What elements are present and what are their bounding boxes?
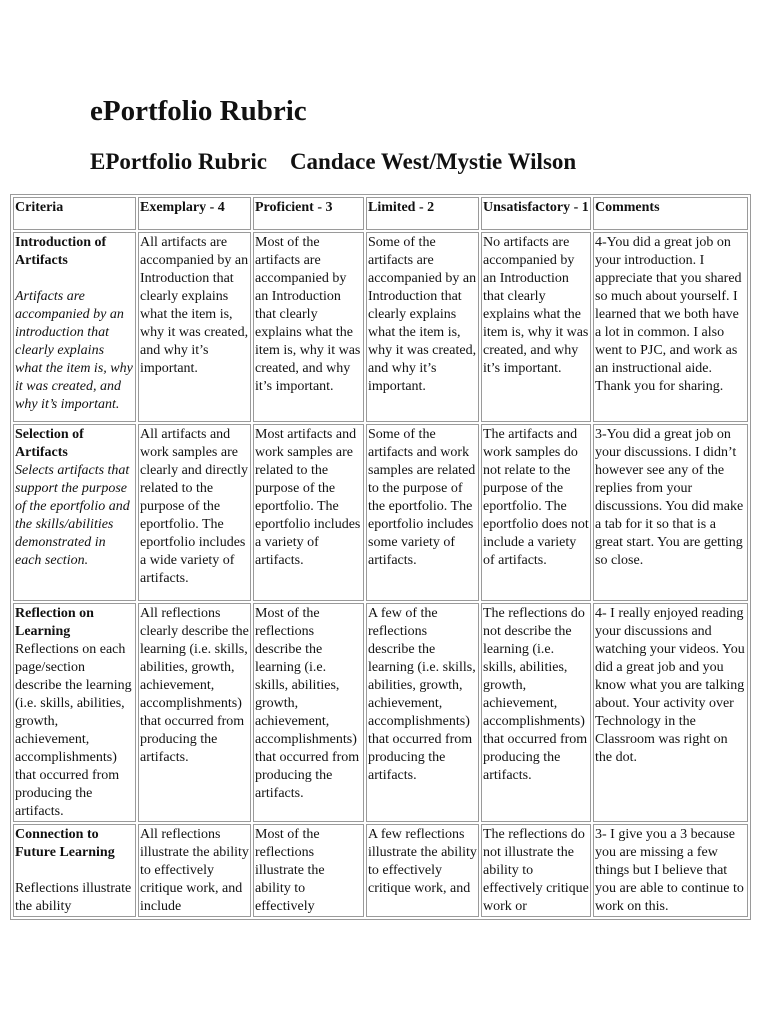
table-row	[13, 232, 748, 422]
comment-cell: 4-You did a great job on your introduction. I appreciate that you shared so much about yourself. I learned that we both have a lot in common. I also went to PJC, and work as an instructional aide. Thank you for sharing.	[593, 232, 748, 422]
header-cell: Exemplary - 4	[138, 197, 251, 230]
comment-cell: 3- I give you a 3 because you are missing a few things but I believe that you are able to continue to work on this.	[593, 824, 748, 917]
rubric-cell: Most artifacts and work samples are related to the purpose of the eportfolio. The eportfolio includes a variety of artifacts.	[253, 424, 364, 601]
table-header-row	[13, 197, 748, 230]
table-row	[13, 424, 748, 601]
header-cell: Limited - 2	[366, 197, 479, 230]
rubric-cell: The reflections do not describe the learning (i.e. skills, abilities, growth, achievement, accomplishments) that occurred from producing the artifacts.	[481, 603, 591, 822]
rubric-cell: Most of the artifacts are accompanied by an Introduction that clearly explains what the item is, why it was created, and why it’s important.	[253, 232, 364, 422]
criteria-title: Introduction of Artifacts	[15, 235, 107, 268]
criteria-cell	[13, 603, 136, 822]
criteria-description: Artifacts are accompanied by an introduction that clearly explains what the item is, why it was created, and why it’s important.	[15, 289, 133, 412]
rubric-cell: Most of the reflections illustrate the ability to effectively	[253, 824, 364, 917]
page-title: ePortfolio Rubric	[90, 95, 307, 127]
rubric-cell: Most of the reflections describe the learning (i.e. skills, abilities, growth, achievement, accomplishments) that occurred from producing the artifacts.	[253, 603, 364, 822]
header-cell: Criteria	[13, 197, 136, 230]
rubric-cell: The reflections do not illustrate the ability to effectively critique work or	[481, 824, 591, 917]
rubric-cell: The artifacts and work samples do not relate to the purpose of the eportfolio. The eportfolio does not include a variety of artifacts.	[481, 424, 591, 601]
table-row	[13, 603, 748, 822]
criteria-cell	[13, 824, 136, 917]
header-cell: Comments	[593, 197, 748, 230]
criteria-cell	[13, 232, 136, 422]
criteria-description: Reflections on each page/section describe the learning (i.e. skills, abilities, growth, achievement, accomplishments) that occurred from producing the artifacts.	[15, 642, 132, 819]
rubric-cell: No artifacts are accompanied by an Introduction that clearly explains what the item is, why it was created, and why it’s important.	[481, 232, 591, 422]
table-row	[13, 824, 748, 917]
rubric-cell: All reflections clearly describe the learning (i.e. skills, abilities, growth, achievement, accomplishments) that occurred from producing the artifacts.	[138, 603, 251, 822]
comment-cell: 4- I really enjoyed reading your discussions and watching your videos. You did a great job and you know what you are talking about. Your activity over Technology in the Classroom was right on the dot.	[593, 603, 748, 822]
criteria-description: Reflections illustrate the ability	[15, 881, 132, 914]
header-cell: Unsatisfactory - 1	[481, 197, 591, 230]
rubric-table	[10, 194, 751, 920]
rubric-cell: A few reflections illustrate the ability to effectively critique work, and	[366, 824, 479, 917]
rubric-cell: All artifacts are accompanied by an Introduction that clearly explains what the item is, why it was created, and why it’s important.	[138, 232, 251, 422]
header-cell: Proficient - 3	[253, 197, 364, 230]
criteria-description: Selects artifacts that support the purpose of the eportfolio and the skills/abilities demonstrated in each section.	[15, 463, 130, 568]
rubric-cell: All artifacts and work samples are clearly and directly related to the purpose of the eportfolio. The eportfolio includes a wide variety of artifacts.	[138, 424, 251, 601]
rubric-cell: All reflections illustrate the ability to effectively critique work, and include	[138, 824, 251, 917]
rubric-cell: Some of the artifacts are accompanied by an Introduction that clearly explains what the item is, why it was created, and why it’s important.	[366, 232, 479, 422]
page-subtitle: EPortfolio Rubric Candace West/Mystie Wilson	[90, 149, 577, 174]
criteria-title: Selection of Artifacts	[15, 427, 84, 460]
criteria-title: Connection to Future Learning	[15, 827, 115, 860]
criteria-cell	[13, 424, 136, 601]
rubric-cell: Some of the artifacts and work samples are related to the purpose of the eportfolio. The eportfolio includes some variety of artifacts.	[366, 424, 479, 601]
criteria-title: Reflection on Learning	[15, 606, 94, 639]
rubric-cell: A few of the reflections describe the learning (i.e. skills, abilities, growth, achievement, accomplishments) that occurred from producing the artifacts.	[366, 603, 479, 822]
comment-cell: 3-You did a great job on your discussions. I didn’t however see any of the replies from your discussions. You did make a tab for it so that is a great start. You are getting so close.	[593, 424, 748, 601]
